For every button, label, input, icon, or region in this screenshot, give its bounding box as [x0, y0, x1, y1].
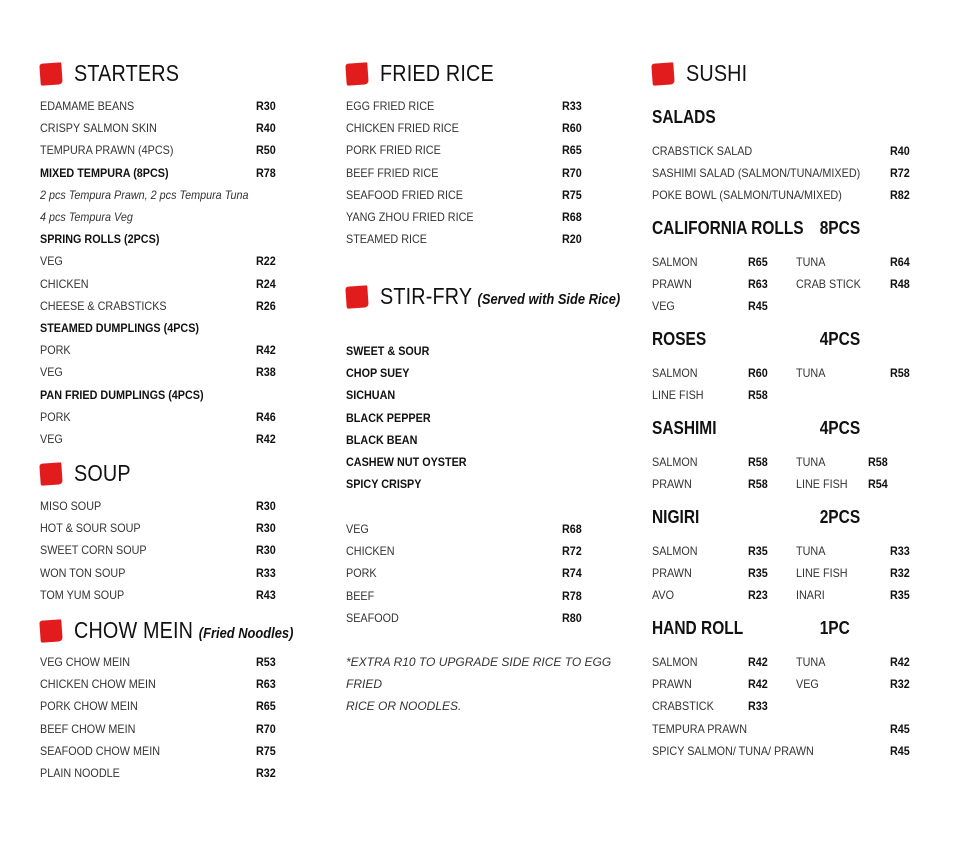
item-name: STEAMED RICE [346, 232, 428, 247]
item-name: EDAMAME BEANS [40, 99, 135, 113]
menu-item-pair [652, 543, 916, 559]
item-price: R78 [256, 165, 276, 180]
item-price: R74 [562, 566, 582, 581]
item-name: VEG [40, 432, 63, 446]
item-name: TUNA [796, 455, 826, 469]
item-name: HOT & SOUR SOUP [40, 521, 141, 536]
item-name: SPRING ROLLS (2PCS) [40, 232, 160, 247]
item-name: SPICY SALMON/ TUNA/ PRAWN [652, 744, 814, 759]
item-name: PRAWN [652, 677, 692, 692]
item-price: R64 [890, 255, 910, 269]
menu-item-pair [652, 587, 916, 603]
item-name: PAN FRIED DUMPLINGS (4PCS) [40, 387, 204, 402]
item-name: LINE FISH [796, 566, 848, 581]
section-title: FRIED RICE [380, 60, 494, 86]
section-title [74, 617, 293, 644]
menu-item-pair [652, 476, 916, 492]
red-square-icon [345, 285, 368, 308]
subsection-name: CALIFORNIA ROLLS [652, 218, 804, 238]
section-title: SUSHI [686, 60, 748, 86]
item-price: R58 [748, 477, 768, 492]
menu-item-pair [652, 565, 916, 581]
item-price: R35 [890, 588, 910, 603]
section-subtitle: (Fried Noodles) [198, 625, 294, 642]
item-price: R35 [748, 544, 768, 558]
item-name: 4 pcs Tempura Veg [40, 210, 133, 224]
section-title: SOUP [74, 460, 131, 486]
menu-item-pair [652, 276, 916, 292]
item-name: VEG [40, 254, 63, 269]
item-price: R58 [868, 455, 888, 469]
item-price: R75 [256, 743, 276, 758]
subsection-quantity: 8PCS [819, 218, 861, 238]
item-price: R80 [562, 610, 582, 625]
item-price: R23 [748, 588, 768, 603]
red-square-icon [345, 62, 368, 85]
chow-mein-header [40, 617, 329, 644]
item-name: CRISPY SALMON SKIN [40, 121, 157, 136]
item-name: VEG [346, 522, 369, 536]
item-name: CHICKEN [40, 276, 89, 291]
item-name: VEG CHOW MEIN [40, 655, 131, 669]
starters-header [40, 60, 196, 87]
item-name: STEAMED DUMPLINGS (4PCS) [40, 321, 200, 335]
item-name: SPICY CRISPY [346, 477, 422, 492]
red-square-icon [39, 462, 62, 485]
item-price: R22 [256, 254, 276, 269]
item-price: R45 [890, 722, 910, 736]
item-price: R82 [890, 188, 910, 203]
subsection-quantity: 4PCS [819, 329, 861, 349]
item-price: R40 [890, 144, 910, 158]
section-title-text: CHOW MEIN [74, 617, 194, 643]
item-name: PORK FRIED RICE [346, 143, 441, 158]
item-name: CASHEW NUT OYSTER [346, 455, 467, 469]
section-title [380, 283, 620, 310]
stir-fry-header [346, 283, 659, 310]
item-name: CRABSTICK SALAD [652, 144, 753, 158]
item-price: R32 [890, 566, 910, 581]
item-name: MISO SOUP [40, 499, 102, 513]
item-price: R30 [256, 99, 276, 113]
menu-item-pair [652, 454, 916, 470]
menu-item-pair [652, 254, 916, 270]
item-name: TUNA [796, 544, 826, 558]
item-price: R58 [748, 455, 768, 469]
subsection-quantity: 2PCS [819, 507, 861, 527]
item-price: R58 [890, 366, 910, 380]
item-name: TUNA [796, 255, 826, 269]
subsection-title [652, 507, 861, 528]
item-name: YANG ZHOU FRIED RICE [346, 210, 474, 224]
item-name: LINE FISH [652, 388, 704, 403]
item-name: CRABSTICK [652, 699, 714, 714]
item-name: CHEESE & CRABSTICKS [40, 298, 167, 313]
item-name: PLAIN NOODLE [40, 766, 120, 780]
stir-fry-note [346, 651, 626, 717]
subsection-name: NIGIRI [652, 507, 700, 527]
item-price: R45 [890, 744, 910, 759]
red-square-icon [39, 62, 62, 85]
item-name: SWEET & SOUR [346, 344, 430, 358]
subsection-title [652, 329, 861, 350]
item-name: BEEF FRIED RICE [346, 165, 439, 180]
item-price: R35 [748, 566, 768, 581]
item-name: SALMON [652, 255, 698, 269]
menu-item-pair [652, 298, 916, 314]
item-price: R58 [748, 388, 768, 403]
item-name: BLACK PEPPER [346, 410, 431, 425]
item-price: R54 [868, 477, 888, 492]
sushi-header [652, 60, 757, 87]
menu-item-pair [652, 676, 916, 692]
section-subtitle: (Served with Side Rice) [477, 291, 621, 308]
item-name: CHICKEN [346, 544, 395, 559]
item-name: SASHIMI SALAD (SALMON/TUNA/MIXED) [652, 166, 861, 181]
subsection-title [652, 618, 850, 639]
item-price: R43 [256, 587, 276, 602]
menu-item-pair [652, 365, 916, 381]
item-price: R42 [890, 655, 910, 669]
item-price: R26 [256, 298, 276, 313]
red-square-icon [651, 62, 674, 85]
subsection-name: ROSES [652, 329, 707, 349]
item-name: SEAFOOD [346, 610, 399, 625]
item-price: R33 [562, 99, 582, 113]
subsection-quantity: 1PC [819, 618, 850, 638]
item-name: SALMON [652, 366, 698, 380]
item-price: R50 [256, 143, 276, 158]
section-title: STARTERS [74, 60, 180, 86]
item-price: R63 [256, 677, 276, 692]
item-name: BEEF CHOW MEIN [40, 721, 136, 736]
item-name: EGG FRIED RICE [346, 99, 435, 113]
item-price: R40 [256, 121, 276, 136]
item-name: SEAFOOD CHOW MEIN [40, 743, 161, 758]
item-price: R68 [562, 210, 582, 224]
item-price: R33 [256, 565, 276, 580]
menu-item-pair [652, 387, 916, 403]
item-name: SALMON [652, 655, 698, 669]
item-name: VEG [40, 365, 63, 380]
item-price: R48 [890, 277, 910, 292]
item-price: R53 [256, 655, 276, 669]
item-price: R75 [562, 187, 582, 202]
menu-item-pair [652, 654, 916, 670]
subsection-title [652, 418, 861, 439]
item-name: CHICKEN FRIED RICE [346, 121, 459, 136]
item-price: R30 [256, 543, 276, 558]
item-price: R20 [562, 232, 582, 247]
item-name: TOM YUM SOUP [40, 587, 125, 602]
item-name: INARI [796, 588, 825, 603]
item-price: R42 [256, 343, 276, 358]
item-price: R38 [256, 365, 276, 380]
item-name: SEAFOOD FRIED RICE [346, 187, 464, 202]
item-price: R72 [562, 544, 582, 559]
item-name: PORK [40, 409, 71, 424]
item-name: SWEET CORN SOUP [40, 543, 147, 558]
item-price: R30 [256, 521, 276, 536]
item-name: SALMON [652, 544, 698, 558]
red-square-icon [39, 619, 62, 642]
subsection-name: SASHIMI [652, 418, 717, 438]
item-price: R45 [748, 299, 768, 314]
item-name: 2 pcs Tempura Prawn, 2 pcs Tempura Tuna [40, 187, 249, 202]
item-name: CRAB STICK [796, 277, 861, 292]
item-name: SICHUAN [346, 388, 396, 403]
item-price: R46 [256, 409, 276, 424]
item-name: SALMON [652, 455, 698, 469]
item-name: BEEF [346, 588, 375, 603]
item-name: WON TON SOUP [40, 565, 126, 580]
item-price: R65 [562, 143, 582, 158]
item-name: AVO [652, 588, 675, 603]
subsection-quantity: 4PCS [819, 418, 861, 438]
note-line: *EXTRA R10 TO UPGRADE SIDE RICE TO EGG FRIED [346, 655, 612, 691]
item-price: R65 [748, 255, 768, 269]
item-price: R63 [748, 277, 768, 292]
item-name: VEG [652, 299, 675, 314]
note-line: RICE OR NOODLES. [346, 699, 462, 713]
item-price: R60 [748, 366, 768, 380]
item-name: MIXED TEMPURA (8PCS) [40, 165, 169, 180]
subsection-title [652, 218, 861, 239]
item-price: R78 [562, 588, 582, 603]
item-price: R65 [256, 699, 276, 714]
item-price: R42 [748, 677, 768, 692]
item-price: R30 [256, 499, 276, 513]
menu-item-pair [652, 698, 916, 714]
item-price: R70 [562, 165, 582, 180]
item-name: PORK [40, 343, 71, 358]
item-name: BLACK BEAN [346, 432, 418, 447]
soup-header [40, 460, 140, 487]
item-name: PRAWN [652, 566, 692, 581]
item-price: R60 [562, 121, 582, 136]
item-name: LINE FISH [796, 477, 848, 492]
item-price: R42 [748, 655, 768, 669]
item-price: R33 [748, 699, 768, 714]
subsection-title [652, 107, 716, 128]
item-name: CHOP SUEY [346, 366, 410, 381]
item-price: R32 [256, 766, 276, 780]
item-name: TUNA [796, 655, 826, 669]
item-price: R24 [256, 276, 276, 291]
fried-rice-header [346, 60, 512, 87]
item-price: R42 [256, 432, 276, 446]
subsection-name: SALADS [652, 107, 716, 127]
section-title-text: STIR-FRY [380, 283, 472, 309]
item-name: CHICKEN CHOW MEIN [40, 677, 156, 692]
item-name: VEG [796, 677, 819, 692]
item-price: R70 [256, 721, 276, 736]
item-name: PORK [346, 566, 377, 581]
item-name: PORK CHOW MEIN [40, 699, 138, 714]
item-name: TEMPURA PRAWN (4PCS) [40, 143, 174, 158]
item-name: TEMPURA PRAWN [652, 722, 748, 736]
subsection-name: HAND ROLL [652, 618, 744, 638]
item-name: TUNA [796, 366, 826, 380]
item-price: R33 [890, 544, 910, 558]
item-name: PRAWN [652, 277, 692, 292]
item-name: PRAWN [652, 477, 692, 492]
item-price: R68 [562, 522, 582, 536]
item-price: R72 [890, 166, 910, 181]
item-price: R32 [890, 677, 910, 692]
item-name: POKE BOWL (SALMON/TUNA/MIXED) [652, 188, 842, 203]
